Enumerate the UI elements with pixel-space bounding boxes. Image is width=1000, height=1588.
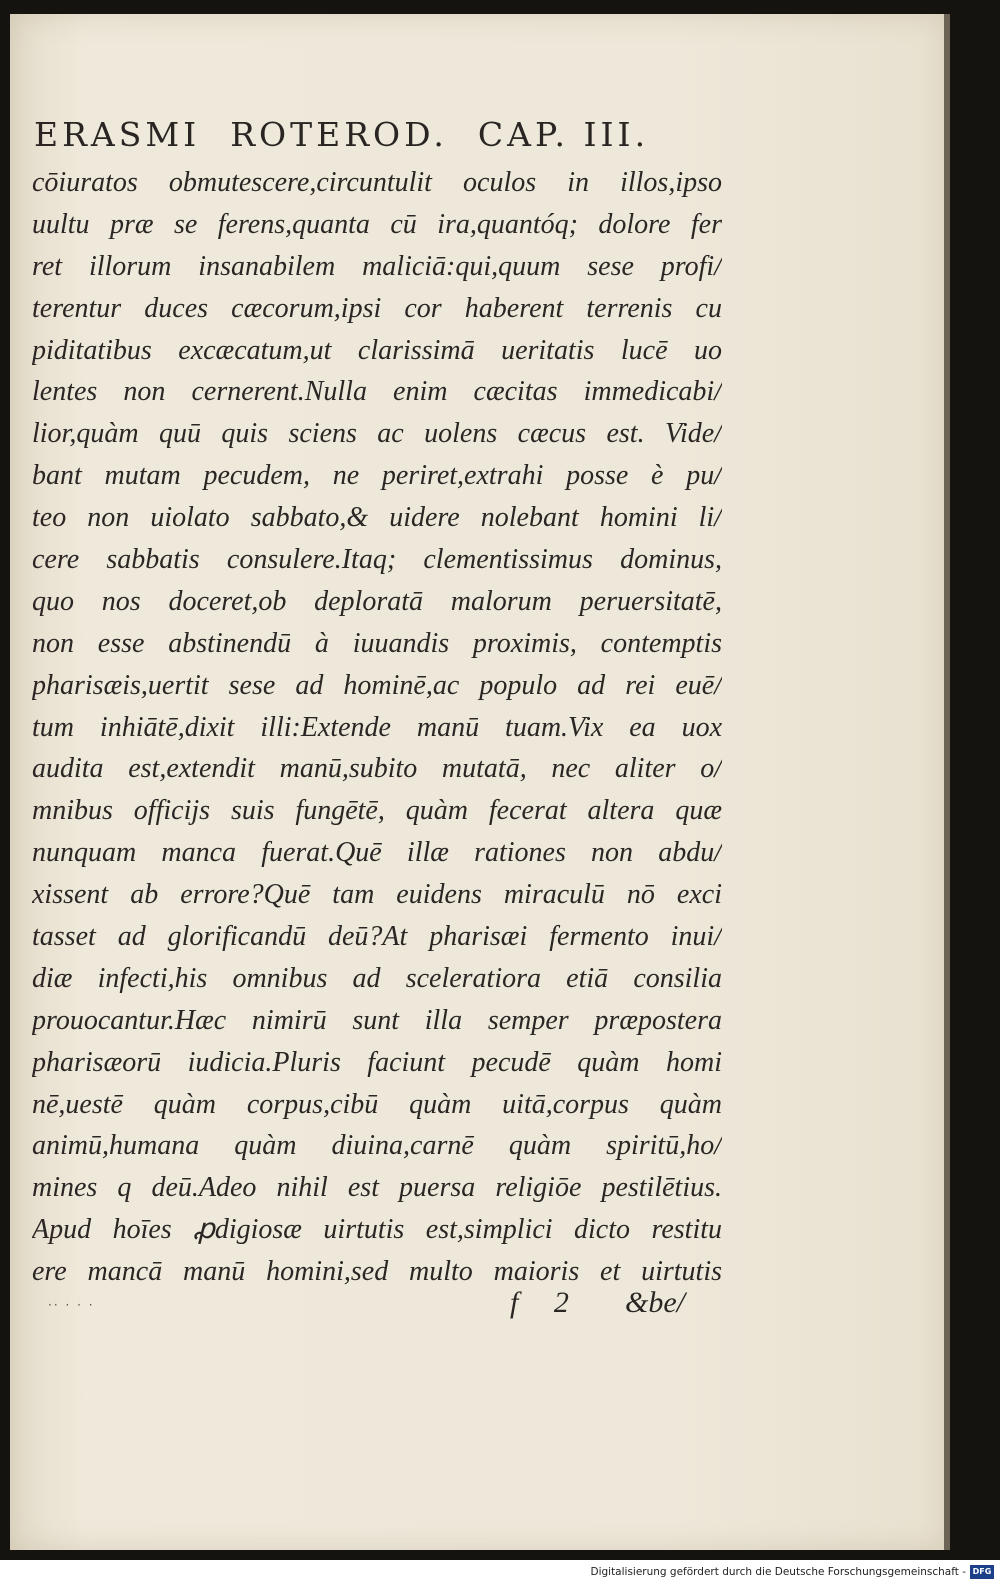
text-line: prouocantur.Hæc nimirū sunt illa semper præpostera	[32, 1004, 722, 1036]
text-line: Apud hoīes ꝓdigiosæ uirtutis est,simplici dicto restitu	[32, 1214, 722, 1246]
page-edge	[944, 14, 950, 1550]
signature-mark: f 2	[510, 1286, 583, 1319]
text-line: tasset ad glorificandū deū?At pharisæi fermento inui/	[32, 921, 722, 953]
text-line: uultu præ se ferens,quanta cū ira,quantóq; dolore fer	[32, 208, 722, 240]
text-line: pharisæis,uertit sese ad hominē,ac populo ad rei euē/	[32, 669, 722, 701]
text-line: terentur duces cæcorum,ipsi cor haberent terrenis cu	[32, 292, 722, 324]
text-line: tum inhiātē,dixit illi:Extende manū tuam.Vix ea uox	[32, 711, 722, 743]
ink-specks: ·· · · ·	[48, 1298, 95, 1312]
text-line: lior,quàm quū quis sciens ac uolens cæcus est. Vide/	[32, 418, 722, 450]
text-line: quo nos doceret,ob deploratā malorum peruersitatē,	[32, 585, 722, 617]
text-line: non esse abstinendū à iuuandis proximis, contemptis	[32, 627, 722, 659]
text-line: audita est,extendit manū,subito mutatā, nec aliter o/	[32, 753, 722, 785]
text-line: ere mancā manū homini,sed multo maioris et uirtutis	[32, 1256, 722, 1288]
text-line: animū,humana quàm diuina,carnē quàm spiritū,ho/	[32, 1130, 722, 1162]
text-line: cōiuratos obmutescere,circuntulit oculos in illos,ipso	[32, 167, 722, 198]
text-line: lentes non cernerent.Nulla enim cæcitas immedicabi/	[32, 376, 722, 408]
dfg-logo-icon: DFG	[970, 1565, 994, 1579]
text-line: nē,uestē quàm corpus,cibū quàm uitā,corpus quàm	[32, 1088, 722, 1120]
page-footer	[40, 1286, 720, 1330]
text-line: mnibus officijs suis fungētē, quàm fecerat altera quæ	[32, 795, 722, 827]
text-line: piditatibus excæcatum,ut clarissimā ueritatis lucē uo	[32, 334, 722, 366]
running-head-author: ERASMI	[34, 114, 201, 154]
running-head-place: ROTEROD.	[230, 114, 448, 154]
catchword: &be/	[625, 1286, 685, 1319]
body-text	[32, 162, 722, 1293]
text-line: xissent ab errore?Quē tam euidens miraculū nō exci	[32, 879, 722, 911]
text-line: bant mutam pecudem, ne periret,extrahi posse è pu/	[32, 460, 722, 492]
running-head	[34, 112, 714, 156]
text-line: diæ infecti,his omnibus ad sceleratiora etiā consilia	[32, 962, 722, 994]
text-line: teo non uiolato sabbato,& uidere nolebant homini li/	[32, 502, 722, 534]
text-line: ret illorum insanabilem maliciā:qui,quum sese profi/	[32, 250, 722, 282]
text-line: cere sabbatis consulere.Itaq; clementissimus dominus,	[32, 544, 722, 576]
text-line: pharisæorū iudicia.Pluris faciunt pecudē quàm homi	[32, 1046, 722, 1078]
text-line: mines q deū.Adeo nihil est puersa religiōe pestilētius.	[32, 1172, 722, 1204]
funding-credit: Digitalisierung gefördert durch die Deutsche Forschungsgemeinschaft -	[590, 1566, 966, 1578]
credit-bar	[0, 1560, 1000, 1588]
running-head-chapter: CAP. III.	[477, 114, 650, 154]
text-line: nunquam manca fuerat.Quē illæ rationes non abdu/	[32, 837, 722, 869]
